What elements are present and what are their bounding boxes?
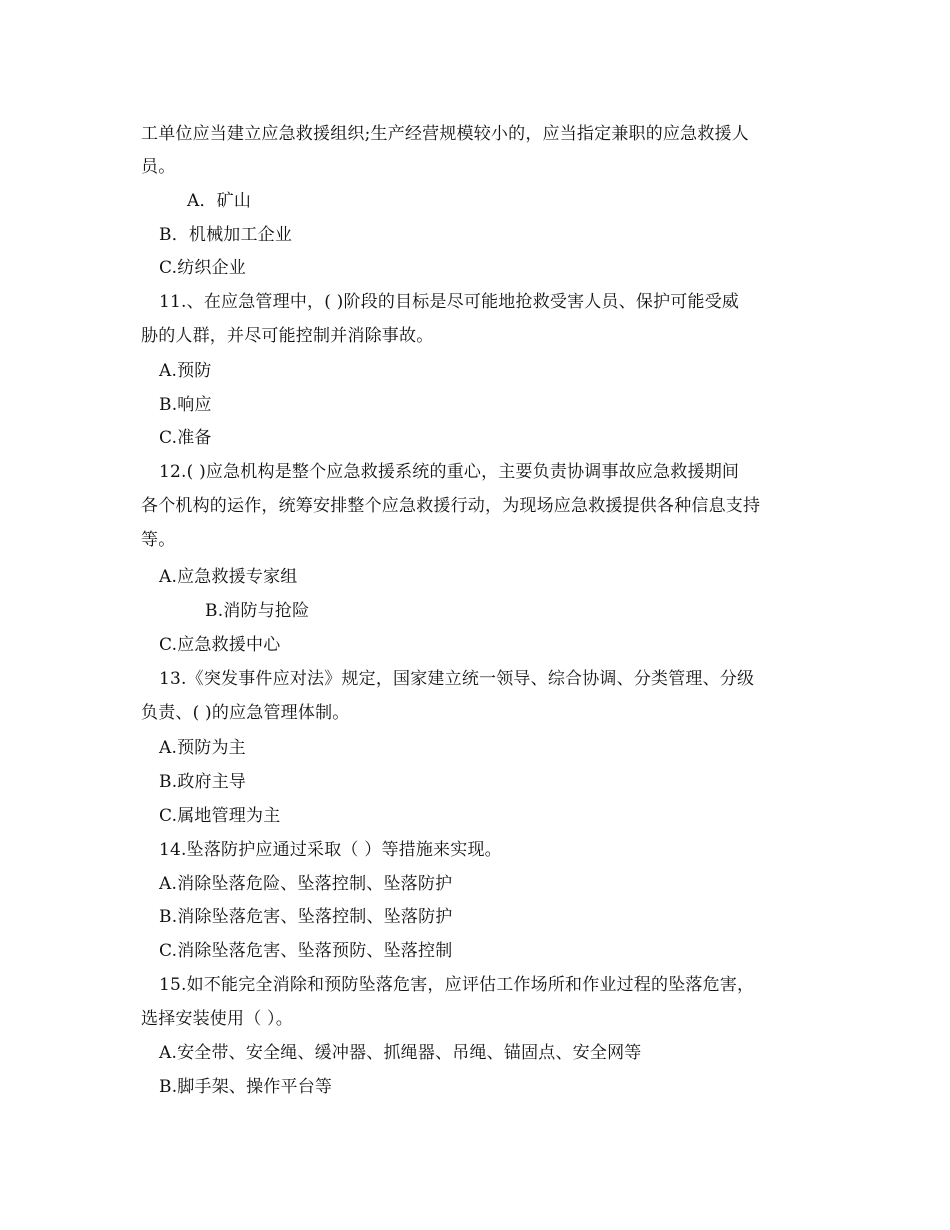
option-line: A.安全带、安全绳、缓冲器、抓绳器、吊绳、锚固点、安全网等 xyxy=(159,1043,642,1063)
option-line: B.消除坠落危害、坠落控制、坠落防护 xyxy=(159,907,453,927)
option-line: C.应急救援中心 xyxy=(159,635,281,655)
text-line: 各个机构的运作，统筹安排整个应急救援行动，为现场应急救援提供各种信息支持 xyxy=(141,496,761,516)
option-line: C.属地管理为主 xyxy=(159,806,281,826)
text-line: 选择安装使用（ ）。 xyxy=(141,1009,293,1029)
question-line: 12.( )应急机构是整个应急救援系统的重心，主要负责协调事故应急救援期间 xyxy=(159,462,740,482)
option-line: A.应急救援专家组 xyxy=(159,567,298,587)
option-line: B．机械加工企业 xyxy=(159,225,293,245)
text-line: 员。 xyxy=(141,157,176,177)
text-line: 工单位应当建立应急救援组织;生产经营规模较小的，应当指定兼职的应急救援人 xyxy=(141,124,749,144)
option-line: A.预防为主 xyxy=(159,738,246,758)
text-line: 等。 xyxy=(141,530,176,550)
option-line: A.消除坠落危险、坠落控制、坠落防护 xyxy=(159,874,453,894)
option-line: B.消防与抢险 xyxy=(205,601,310,621)
option-line: C.准备 xyxy=(159,428,212,448)
option-line: C.纺织企业 xyxy=(159,258,247,278)
option-line: A.预防 xyxy=(159,361,212,381)
option-line: B.脚手架、操作平台等 xyxy=(159,1077,333,1097)
option-line: B.响应 xyxy=(159,395,212,415)
question-line: 11.、在应急管理中，( )阶段的目标是尽可能地抢救受害人员、保护可能受威 xyxy=(159,292,740,312)
option-line: C.消除坠落危害、坠落预防、坠落控制 xyxy=(159,941,453,961)
option-line: B.政府主导 xyxy=(159,772,247,792)
question-line: 13.《突发事件应对法》规定，国家建立统一领导、综合协调、分类管理、分级 xyxy=(159,669,755,689)
question-line: 14.坠落防护应通过采取（ ）等措施来实现。 xyxy=(159,840,502,860)
text-line: 负责、( )的应急管理体制。 xyxy=(141,703,350,723)
question-line: 15.如不能完全消除和预防坠落危害，应评估工作场所和作业过程的坠落危害， xyxy=(159,975,755,995)
option-line: A．矿山 xyxy=(187,191,252,211)
text-line: 胁的人群，并尽可能控制并消除事故。 xyxy=(141,326,434,346)
